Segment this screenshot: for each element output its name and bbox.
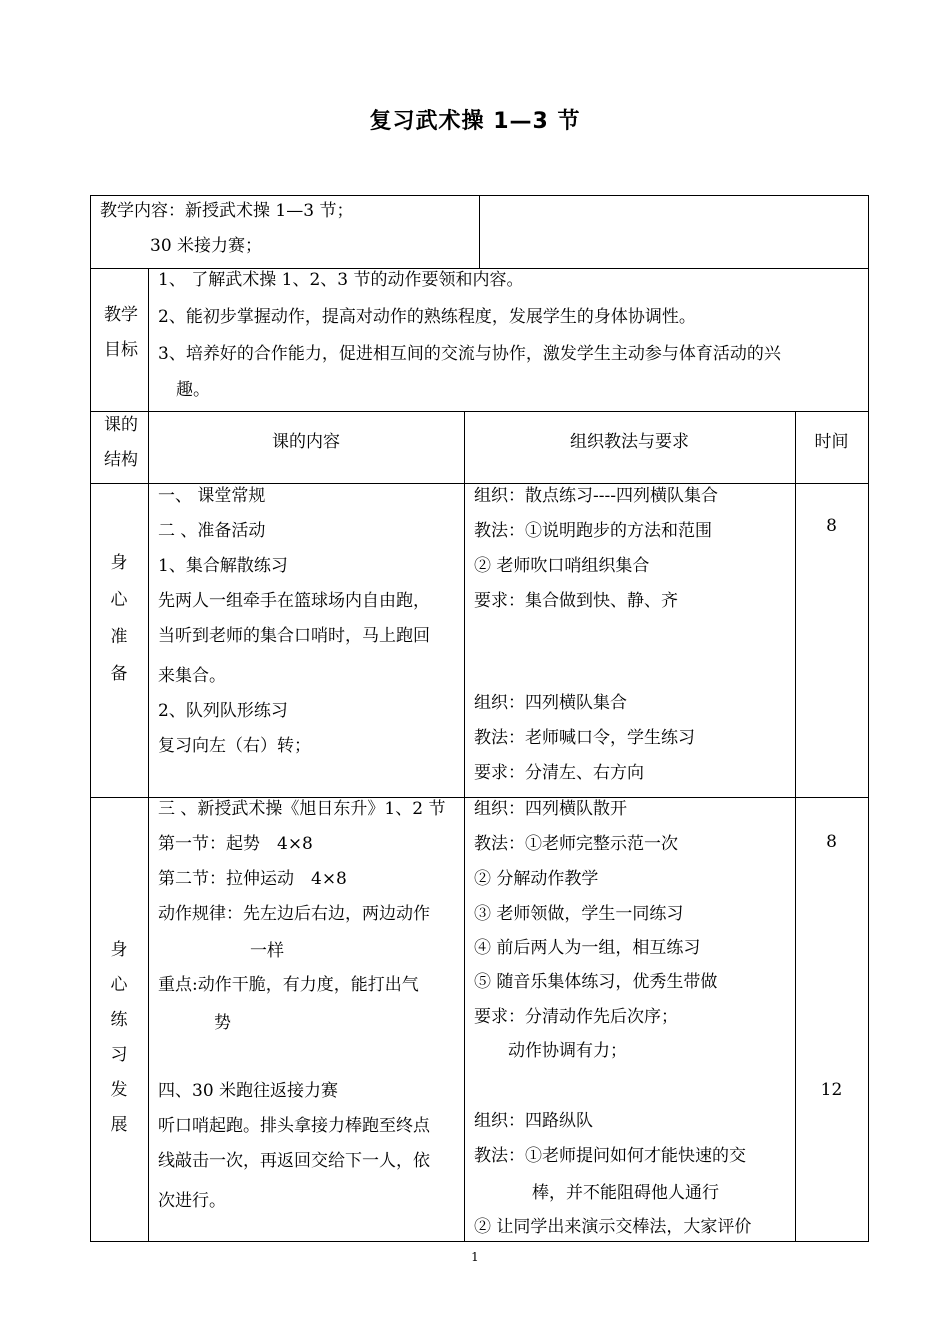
section2-method-line: 教法：①老师完整示范一次 (474, 834, 678, 854)
section2-time-2: 12 (820, 1080, 843, 1100)
section2-method-line: ⑤ 随音乐集体练习，优秀生带做 (474, 972, 718, 992)
header-method: 组织教法与要求 (570, 432, 689, 452)
section2-method-line: 棒，并不能阻碍他人通行 (532, 1183, 719, 1203)
section1-content-line: 一、 课堂常规 (158, 486, 266, 506)
header-time: 时间 (814, 432, 849, 452)
section1-content-line: 二 、准备活动 (158, 521, 266, 541)
page-number: 1 (471, 1250, 479, 1264)
section2-label-char: 发 (110, 1080, 128, 1100)
section2-time-1: 8 (826, 832, 837, 852)
section1-content-line: 2、队列队形练习 (158, 701, 288, 721)
section1-time: 8 (826, 516, 837, 536)
section1-method-line: 组织：散点练习----四列横队集合 (474, 486, 718, 506)
section2-method-line: ② 分解动作教学 (474, 869, 599, 889)
objective-item: 2、能初步掌握动作，提高对动作的熟练程度，发展学生的身体协调性。 (158, 307, 696, 327)
section2-content-line: 三 、新授武术操《旭日东升》1、2 节 (158, 799, 446, 819)
section2-method-line: 组织：四列横队散开 (474, 799, 627, 819)
section2-method-line: 教法：①老师提问如何才能快速的交 (474, 1146, 746, 1166)
section2-label-char: 习 (110, 1045, 128, 1065)
section1-content-line: 1、集合解散练习 (158, 556, 288, 576)
section2-content-line: 第二节：拉伸运动 4×8 (158, 869, 347, 889)
objective-item: 1、 了解武术操 1、2、3 节的动作要领和内容。 (158, 270, 524, 290)
content-line-2: 30 米接力赛； (150, 236, 263, 256)
section2-content-line: 第一节：起势 4×8 (158, 834, 313, 854)
section2-method-line: ④ 前后两人为一组，相互练习 (474, 938, 701, 958)
section1-label-char: 准 (110, 627, 128, 647)
section2-content-line: 听口哨起跑。排头拿接力棒跑至终点 (158, 1116, 430, 1136)
section2-content-line: 一样 (250, 941, 284, 961)
section1-label-char: 身 (110, 553, 128, 573)
section2-label-char: 展 (110, 1115, 128, 1135)
section2-content-line: 次进行。 (158, 1191, 226, 1211)
section1-content-line: 来集合。 (158, 666, 226, 686)
objective-item: 3、培养好的合作能力，促进相互间的交流与协作，激发学生主动参与体育活动的兴 (158, 344, 781, 364)
section2-label-char: 心 (110, 975, 128, 995)
section2-content-line: 四、30 米跑往返接力赛 (158, 1081, 339, 1101)
section2-method-line: ③ 老师领做，学生一同练习 (474, 904, 684, 924)
section1-content-line: 当听到老师的集合口哨时，马上跑回 (158, 626, 430, 646)
section2-content-cell (149, 798, 465, 1242)
section1-label-char: 备 (110, 664, 128, 684)
section1-method-line: 教法：①说明跑步的方法和范围 (474, 521, 712, 541)
section2-content-line: 势 (214, 1013, 231, 1033)
section2-time-cell (796, 798, 869, 1242)
content-blank-cell (480, 196, 869, 269)
section2-method-line: 动作协调有力； (508, 1041, 627, 1061)
section1-method-line: ② 老师吹口哨组织集合 (474, 556, 650, 576)
header-content: 课的内容 (272, 432, 340, 452)
section2-method-line: 要求：分清动作先后次序； (474, 1007, 678, 1027)
section2-content-line: 重点:动作干脆，有力度，能打出气 (158, 975, 419, 995)
section2-method-line: 组织：四路纵队 (474, 1111, 593, 1131)
section1-content-line: 复习向左（右）转； (158, 736, 311, 756)
section1-label-char: 心 (110, 590, 128, 610)
objectives-label-1: 教学 (104, 305, 138, 325)
section1-method-line: 要求：分清左、右方向 (474, 763, 644, 783)
section2-label-char: 身 (110, 940, 128, 960)
section2-label-char: 练 (110, 1010, 128, 1030)
objectives-cell (149, 269, 869, 412)
header-structure-2: 结构 (104, 450, 138, 470)
header-structure-1: 课的 (104, 415, 138, 435)
section1-method-line: 组织：四列横队集合 (474, 693, 627, 713)
objective-item: 趣。 (176, 380, 210, 400)
page-title: 复习武术操 1—3 节 (369, 109, 581, 134)
section2-content-line: 线敲击一次，再返回交给下一人，依 (158, 1151, 430, 1171)
objectives-label-2: 目标 (104, 340, 138, 360)
content-line-1: 教学内容：新授武术操 1—3 节； (100, 201, 354, 221)
section2-content-line: 动作规律：先左边后右边，两边动作 (158, 904, 430, 924)
section1-method-line: 要求：集合做到快、静、齐 (474, 591, 678, 611)
section1-content-line: 先两人一组牵手在篮球场内自由跑， (158, 591, 430, 611)
section1-method-line: 教法：老师喊口令，学生练习 (474, 728, 695, 748)
section2-method-line: ② 让同学出来演示交棒法，大家评价 (474, 1217, 752, 1237)
